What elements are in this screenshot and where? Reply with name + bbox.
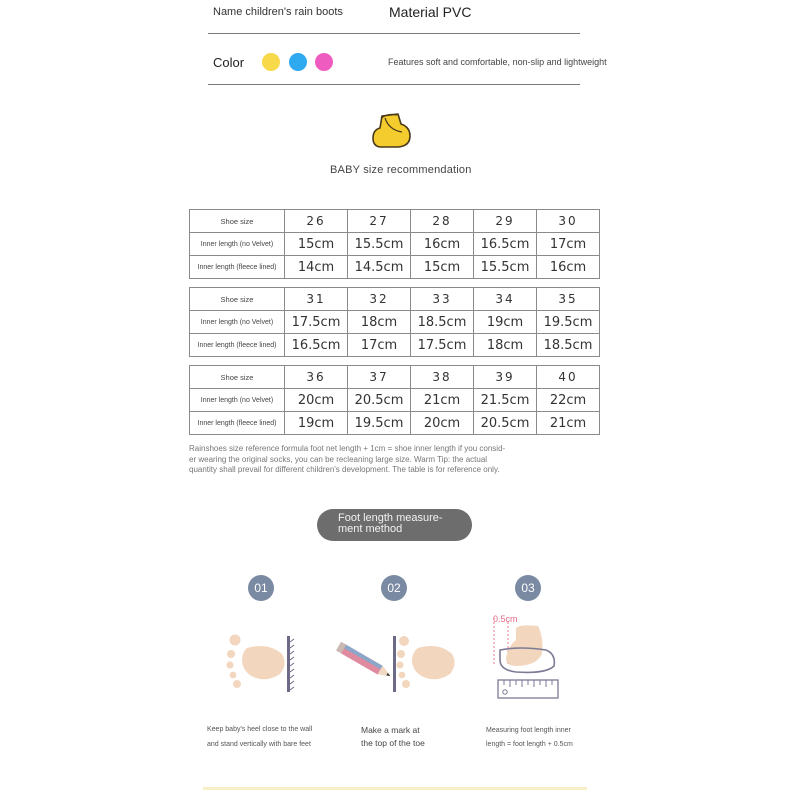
- divider: [208, 33, 580, 34]
- step-number-badge: 01: [248, 575, 274, 601]
- step-number-badge: 02: [381, 575, 407, 601]
- table-cell: 28: [411, 210, 474, 233]
- table-cell: 15.5cm: [474, 256, 537, 279]
- table-cell: 21.5cm: [474, 389, 537, 412]
- color-swatch-pink[interactable]: [315, 53, 333, 71]
- caption-line: Measuring foot length inner: [486, 727, 571, 734]
- step-number-badge: 03: [515, 575, 541, 601]
- table-cell: 33: [411, 288, 474, 311]
- caption-line: the top of the toe: [361, 738, 425, 748]
- color-swatch-blue[interactable]: [289, 53, 307, 71]
- divider: [208, 84, 580, 85]
- row-label: Inner length (no Velvet): [190, 389, 285, 412]
- method-title-badge: [317, 509, 472, 541]
- method-title-line: Foot length measure-: [338, 512, 443, 524]
- table-row: [190, 334, 600, 357]
- table-row: [190, 288, 600, 311]
- size-table-2: [189, 287, 600, 357]
- caption-line: Make a mark at: [361, 725, 420, 735]
- table-cell: 37: [348, 366, 411, 389]
- table-cell: 15cm: [285, 233, 348, 256]
- table-cell: 31: [285, 288, 348, 311]
- table-cell: 20cm: [285, 389, 348, 412]
- row-label: Inner length (fleece lined): [190, 256, 285, 279]
- table-cell: 20.5cm: [348, 389, 411, 412]
- row-label: Inner length (no Velvet): [190, 233, 285, 256]
- table-row: [190, 311, 600, 334]
- table-cell: 14.5cm: [348, 256, 411, 279]
- row-label: Shoe size: [190, 366, 285, 389]
- table-cell: 16.5cm: [474, 233, 537, 256]
- table-cell: 32: [348, 288, 411, 311]
- table-cell: 22cm: [537, 389, 600, 412]
- table-cell: 27: [348, 210, 411, 233]
- table-cell: 18.5cm: [537, 334, 600, 357]
- size-table-1: [189, 209, 600, 279]
- table-cell: 14cm: [285, 256, 348, 279]
- table-row: [190, 233, 600, 256]
- table-cell: 18.5cm: [411, 311, 474, 334]
- shoe-ruler-icon: [486, 610, 566, 711]
- table-cell: 39: [474, 366, 537, 389]
- table-cell: 16cm: [411, 233, 474, 256]
- table-cell: 17.5cm: [411, 334, 474, 357]
- table-cell: 17.5cm: [285, 311, 348, 334]
- table-cell: 20.5cm: [474, 412, 537, 435]
- row-label: Inner length (fleece lined): [190, 412, 285, 435]
- table-cell: 26: [285, 210, 348, 233]
- table-row: [190, 210, 600, 233]
- table-cell: 34: [474, 288, 537, 311]
- table-cell: 17cm: [537, 233, 600, 256]
- table-cell: 16.5cm: [285, 334, 348, 357]
- step-caption: [361, 724, 425, 750]
- product-name-label: Name children's rain boots: [213, 6, 343, 18]
- table-cell: 19cm: [474, 311, 537, 334]
- size-note: [189, 444, 529, 476]
- table-cell: 19.5cm: [537, 311, 600, 334]
- offset-label: 0.5cm: [493, 614, 518, 624]
- table-cell: 15cm: [411, 256, 474, 279]
- row-label: Inner length (no Velvet): [190, 311, 285, 334]
- table-row: [190, 366, 600, 389]
- table-row: [190, 389, 600, 412]
- table-cell: 19.5cm: [348, 412, 411, 435]
- table-cell: 15.5cm: [348, 233, 411, 256]
- caption-line: and stand vertically with bare feet: [207, 741, 311, 748]
- table-cell: 20cm: [411, 412, 474, 435]
- method-title-line: ment method: [338, 523, 403, 535]
- color-swatch-yellow[interactable]: [262, 53, 280, 71]
- note-line: quantity shall prevail for different children's development. The table is for reference only.: [189, 465, 500, 474]
- table-cell: 38: [411, 366, 474, 389]
- table-cell: 18cm: [474, 334, 537, 357]
- row-label: Shoe size: [190, 288, 285, 311]
- caption-line: length = foot length + 0.5cm: [486, 741, 573, 748]
- note-line: Rainshoes size reference formula foot net length + 1cm = shoe inner length if you consid-: [189, 444, 506, 453]
- table-cell: 21cm: [537, 412, 600, 435]
- footprint-wall-icon: [222, 632, 302, 701]
- table-cell: 19cm: [285, 412, 348, 435]
- table-cell: 21cm: [411, 389, 474, 412]
- boot-icon: [368, 110, 418, 157]
- row-label: Inner length (fleece lined): [190, 334, 285, 357]
- table-cell: 17cm: [348, 334, 411, 357]
- step-caption: [207, 723, 312, 751]
- table-cell: 16cm: [537, 256, 600, 279]
- table-row: [190, 256, 600, 279]
- note-line: er wearing the original socks, you can be recleaning large size. Warm Tip: the actual: [189, 454, 488, 464]
- table-cell: 29: [474, 210, 537, 233]
- caption-line: Keep baby's heel close to the wall: [207, 726, 313, 733]
- table-cell: 30: [537, 210, 600, 233]
- step-caption: [486, 724, 573, 751]
- table-cell: 36: [285, 366, 348, 389]
- color-label: Color: [213, 55, 245, 70]
- table-cell: 18cm: [348, 311, 411, 334]
- section-title: BABY size recommendation: [330, 164, 472, 176]
- size-table-3: [189, 365, 600, 435]
- table-row: [190, 412, 600, 435]
- features-text: Features soft and comfortable, non-slip and lightweight: [388, 57, 607, 67]
- material-label: Material PVC: [389, 4, 472, 20]
- row-label: Shoe size: [190, 210, 285, 233]
- table-cell: 35: [537, 288, 600, 311]
- table-cell: 40: [537, 366, 600, 389]
- pencil-mark-icon: [334, 632, 456, 701]
